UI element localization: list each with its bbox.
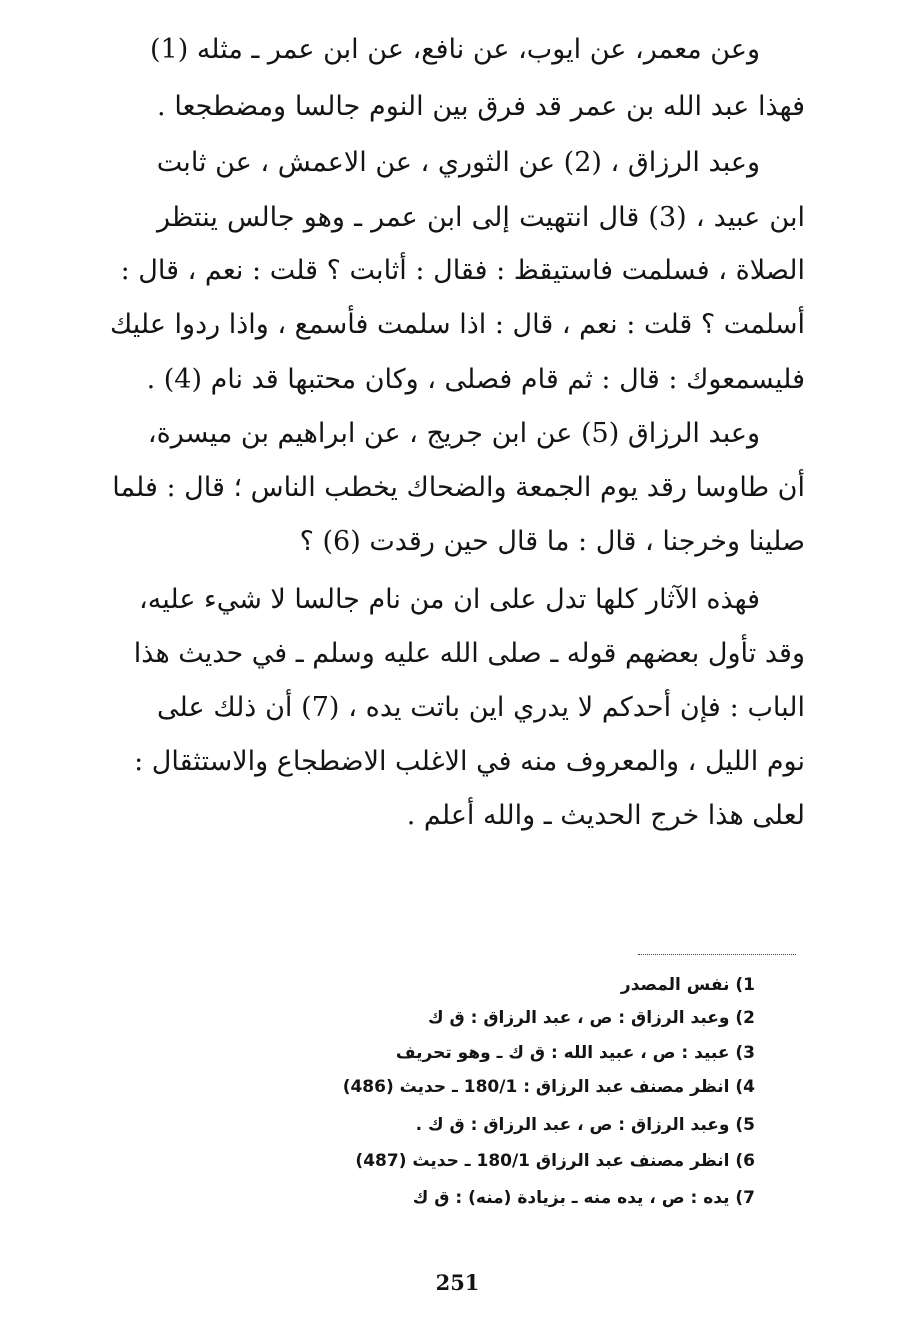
body-line: ابن عبيد ، (3) قال انتهيت إلى ابن عمر ـ وهو جالس ينتظر (157, 202, 805, 233)
body-line: أسلمت ؟ قلت : نعم ، قال : اذا سلمت فأسمع ، واذا ردوا عليك (110, 309, 805, 340)
body-line: أن طاوسا رقد يوم الجمعة والضحاك يخطب الناس ؛ قال : فلما (112, 472, 805, 503)
footnote: 6) انظر مصنف عبد الرزاق 180/1 ـ حديث (487) (355, 1151, 755, 1171)
body-line: لعلى هذا خرج الحديث ـ والله أعلم . (406, 800, 805, 831)
body-line: وعبد الرزاق (5) عن ابن جريج ، عن ابراهيم بن ميسرة، (147, 418, 760, 449)
body-line: وعبد الرزاق ، (2) عن الثوري ، عن الاعمش ، عن ثابت (156, 147, 760, 178)
body-line: وعن معمر، عن ايوب، عن نافع، عن ابن عمر ـ مثله (1) (149, 34, 760, 65)
footnote: 2) وعبد الرزاق : ص ، عبد الرزاق : ق ك (427, 1008, 755, 1028)
body-line: نوم الليل ، والمعروف منه في الاغلب الاضطجاع والاستثقال : (134, 746, 805, 777)
footnote: 1) نفس المصدر (620, 975, 755, 995)
body-line: وقد تأول بعضهم قوله ـ صلى الله عليه وسلم ـ في حديث هذا (133, 638, 805, 669)
body-line: فليسمعوك : قال : ثم قام فصلى ، وكان محتبها قد نام (4) . (146, 364, 805, 395)
footnote: 4) انظر مصنف عبد الرزاق : 180/1 ـ حديث (486) (342, 1077, 755, 1097)
body-line: فهذا عبد الله بن عمر قد فرق بين النوم جالسا ومضطجعا . (157, 91, 805, 122)
body-line: صلينا وخرجنا ، قال : ما قال حين رقدت (6) ؟ (299, 526, 805, 557)
body-line: الباب : فإن أحدكم لا يدري اين باتت يده ، (7) أن ذلك على (157, 692, 805, 723)
page-number: 251 (435, 1270, 480, 1295)
footnote-divider (638, 954, 796, 955)
footnote: 5) وعبد الرزاق : ص ، عبد الرزاق : ق ك . (415, 1115, 755, 1135)
body-line: الصلاة ، فسلمت فاستيقظ : فقال : أثابت ؟ قلت : نعم ، قال : (120, 255, 805, 286)
footnote: 7) يده : ص ، يده منه ـ بزيادة (منه) : ق ك (412, 1188, 755, 1208)
footnote: 3) عبيد : ص ، عبيد الله : ق ك ـ وهو تحريف (395, 1043, 755, 1063)
body-line: فهذه الآثار كلها تدل على ان من نام جالسا لا شيء عليه، (139, 584, 760, 615)
